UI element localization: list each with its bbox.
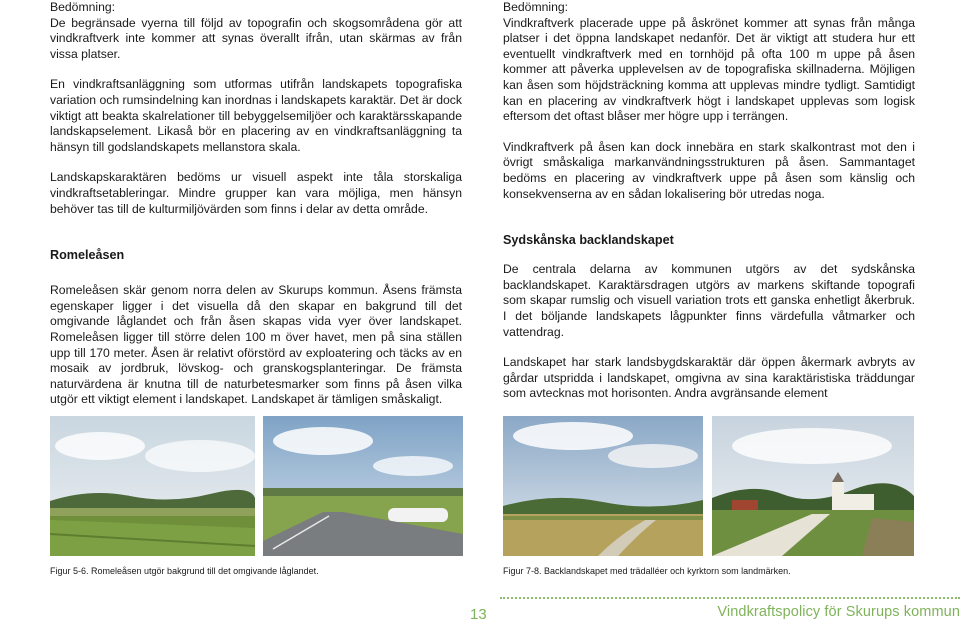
section-heading-backlandskapet: Sydskånska backlandskapet <box>503 233 674 248</box>
paragraph: Landskapet har stark landsbygdskaraktär där öppen åkermark avbryts av gårdar utspridda i landskapet, omgivna av sina karaktäristiska träddungar som avtecknas mot horisonten. Andra avgränsande element <box>503 355 915 401</box>
assessment-text: Vindkraftverk placerade uppe på åskrönet kommer att synas från många platser i det öppna landskapet nedanför. Det är viktigt att studera hur ett eventuellt vindkraftverk med en tornhöjd på ofta 100 m uppe på åsen kommer att påverka upplevelsen av de topografiska skillnaderna. Möjligen kan åsen som höjdsträckning komma att upplevas mindre tydligt. Samtidigt kan en placering av vindkraftverk högt i landskapet upplevas som logisk eftersom det oftast blåser mer högre upp i terrängen. <box>503 15 915 124</box>
assessment-text: De begränsade vyerna till följd av topografin och skogsområdena gör att vindkraftverk inte kommer att synas överallt ifrån, utan skärmas av från vissa platser. <box>50 15 462 61</box>
figure-caption-7-8: Figur 7-8. Backlandskapet med trädalléer och kyrktorn som landmärken. <box>503 566 791 576</box>
paragraph: De centrala delarna av kommunen utgörs av det sydskånska backlandskapet. Karaktärsdragen utgörs av markens skiftande topografi som skapar rumslig och visuell variation trots ett ganska enhetligt åkerbruk. I det böljande landskapets lågpunkter finns värdefulla våtmarker och vattendrag. <box>503 262 915 339</box>
photo-romeleasen-fields <box>50 416 255 556</box>
right-column <box>503 0 915 402</box>
photo-backlandskapet-alley <box>503 416 703 556</box>
footer-divider <box>500 597 960 599</box>
assessment-label: Bedömning: <box>503 0 569 14</box>
document-title: Vindkraftspolicy för Skurups kommun <box>717 604 960 620</box>
page-number: 13 <box>470 606 487 623</box>
photo-romeleasen-road <box>263 416 463 556</box>
assessment-label: Bedömning: <box>50 0 116 14</box>
left-column <box>50 0 462 408</box>
figure-caption-5-6: Figur 5-6. Romeleåsen utgör bakgrund till det omgivande låglandet. <box>50 566 319 576</box>
paragraph: Romeleåsen skär genom norra delen av Skurups kommun. Åsens främsta egenskaper ligger i det visuella då den skapar en bakgrund till det omgivande låglandet och från åsen skapas vida vyer över landskapet. Romeleåsen ligger till större delen 100 m över havet, men på sina ställen upp till 170 meter. Åsen är relativt oförstörd av exploatering och täcks av en mosaik av jordbruk, lövskog- och granskogsplanteringar. De främsta naturvärdena är knutna till de naturbetesmarker som finns på åsen vilka utgör ett viktigt element i landskapet. Landskapet är tämligen småskaligt. <box>50 283 462 407</box>
section-heading-romeleasen: Romeleåsen <box>50 248 125 263</box>
photo-backlandskapet-church <box>712 416 914 556</box>
paragraph: En vindkraftsanläggning som utformas utifrån landskapets topografiska variation och rumsindelning kan inordnas i landskapets karaktär. Det är dock viktigt att beakta skalrelationer till bebyggelsemiljöer och karaktärsskapande landskapselement. Likaså bör en placering av en vindkraftsanläggning ta hänsyn till godslandskapets mellanstora skala. <box>50 77 462 154</box>
paragraph: Vindkraftverk på åsen kan dock innebära en stark skalkontrast mot den i övrigt småskaliga markanvändningsstrukturen på åsen. Sammantaget bedöms en placering av vindkraftverk uppe på åsen som känslig och konsekvenserna av en sådan lokalisering bör utredas noga. <box>503 139 915 201</box>
paragraph: Landskapskaraktären bedöms ur visuell aspekt inte tåla storskaliga vindkraftsetableringar. Mindre grupper kan vara möjliga, men hänsyn behöver tas till de kulturmiljövärden som finns i delar av detta område. <box>50 170 462 216</box>
